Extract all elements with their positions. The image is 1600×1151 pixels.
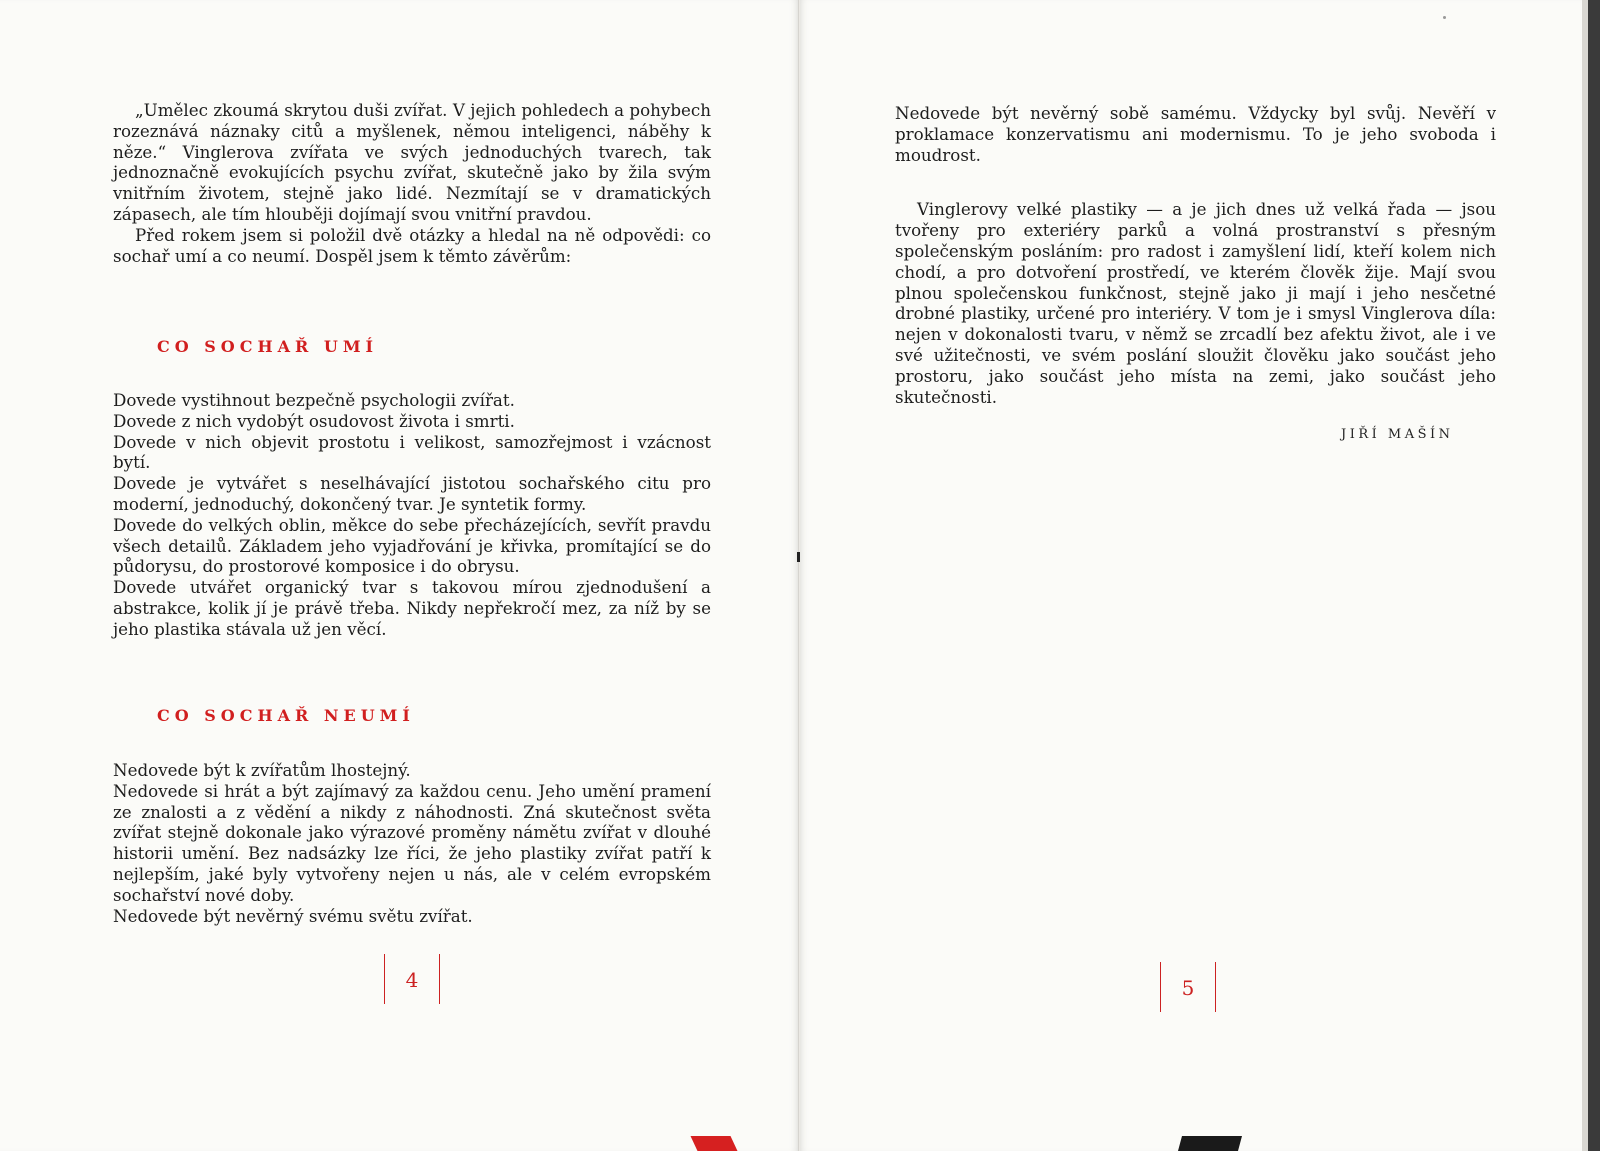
right-text — [895, 103, 1496, 407]
umi-item: Dovede do velkých oblin, měkce do sebe přecházejících, sevřít pravdu všech detailů. Základem jeho vyjadřování je křivka, promítající se do půdorysu, do prostorové komposice i do obrysu. — [113, 514, 711, 577]
page-number-4 — [384, 954, 440, 1004]
left-page — [0, 0, 799, 1151]
page-number-5 — [1160, 962, 1216, 1012]
page-number: 4 — [405, 968, 419, 992]
neumi-item: Nedovede být k zvířatům lhostejný. — [113, 760, 411, 780]
page-number: 5 — [1181, 976, 1195, 1000]
author-signature: JIŘÍ MAŠÍN — [1341, 427, 1454, 442]
neumi-item: Nedovede být nevěrný svému světu zvířat. — [113, 905, 473, 926]
ribbon-bookmark-black — [1178, 1136, 1242, 1151]
neumi-item: Nedovede si hrát a být zajímavý za každou cenu. Jeho umění pramení ze znalosti a z vědění a nikdy z náhodnosti. Zná skutečnost světa zvířat stejně dokonale jako výrazové proměny námětu zvířat v dlouhé historii umění. Bez nadsázky lze říci, že jeho plastiky zvířat patří k nejlepším, jaké byly vytvořeny nejen u nás, ale v celém evropském sochařství nové doby. — [113, 780, 711, 905]
umi-list — [113, 390, 711, 640]
paper-speck — [1443, 16, 1446, 19]
intro-paragraph-1: „Umělec zkoumá skrytou duši zvířat. V jejich pohledech a pohybech rozeznává náznaky citů a myšlenek, němou inteligenci, náběhy k něze.“ Vinglerova zvířata ve svých jednoduchých tvarech, tak jednoznačně evokujících psychu zvířat, skutečně jako by žila svým vnitřním životem, stejně jako lidé. Nezmítají se v dramatických zápasech, ale tím hlouběji dojímají svou vnitřní pravdou. — [113, 100, 711, 224]
umi-item: Dovede v nich objevit prostotu i velikost, samozřejmost i vzácnost bytí. — [113, 431, 711, 473]
right-paragraph-2: Vinglerovy velké plastiky — a je jich dnes už velká řada — jsou tvořeny pro exteriéry parků a volná prostranství s přesným společenským posláním: pro radost i zamyšlení lidí, kteří kolem nich chodí, a pro dotvoření prostředí, ve kterém člověk žije. Mají svou plnou společenskou funkčnost, stejně jako ji mají i jeho nesčetné drobné plastiky, určené pro interiéry. V tom je i smysl Vinglerova díla: nejen v dokonalosti tvaru, v němž se zrcadlí bez afektu život, ale i ve své užitečnosti, ve svém poslání sloužit člověku jako součást jeho prostoru, jako součást jeho místa na zemi, jako součást jeho skutečnosti. — [895, 199, 1496, 407]
umi-item: Dovede z nich vydobýt osudovost života i smrti. — [113, 410, 515, 431]
right-page — [800, 0, 1582, 1151]
ribbon-bookmark-red — [691, 1136, 738, 1151]
heading-co-sochar-neumi: CO SOCHAŘ NEUMÍ — [157, 706, 415, 725]
page-edge-dark — [1588, 0, 1600, 1151]
intro-text — [113, 100, 711, 266]
heading-co-sochar-umi: CO SOCHAŘ UMÍ — [157, 337, 379, 356]
umi-item: Dovede utvářet organický tvar s takovou mírou zjednodušení a abstrakce, kolik jí je právě třeba. Nikdy nepřekročí mez, za níž by se jeho plastika stávala už jen věcí. — [113, 577, 711, 639]
intro-paragraph-2: Před rokem jsem si položil dvě otázky a hledal na ně odpovědi: co sochař umí a co neumí. Dospěl jsem k těmto závěrům: — [113, 224, 711, 266]
right-paragraph-1: Nedovede být nevěrný sobě samému. Vždycky byl svůj. Nevěří v proklamace konzervatismu ani modernismu. To je jeho svoboda i moudrost. — [895, 103, 1496, 165]
umi-item: Dovede je vytvářet s neselhávající jistotou sochařského citu pro moderní, jednoduchý, dokončený tvar. Je syntetik formy. — [113, 473, 711, 514]
umi-item: Dovede vystihnout bezpečně psychologii zvířat. — [113, 390, 515, 410]
folio-rule — [439, 954, 440, 1004]
folio-rule — [1215, 962, 1216, 1012]
gutter-mark — [797, 552, 800, 562]
neumi-list — [113, 760, 711, 926]
